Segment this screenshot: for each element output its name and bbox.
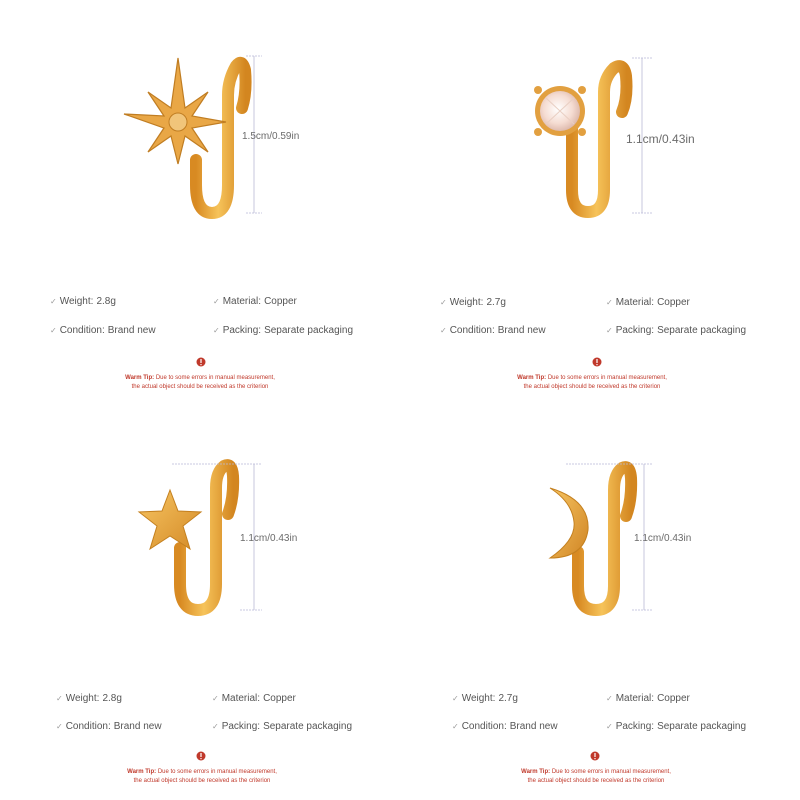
dimension-label: 1.1cm/0.43in [626, 132, 695, 146]
product-panel-moon [400, 400, 800, 800]
moon-nose-clip-image [400, 400, 800, 800]
warning-icon [592, 357, 602, 367]
check-mark-icon: ✓ [213, 297, 220, 306]
spec-weight: ✓ Weight: 2.7g [440, 297, 506, 308]
spec-weight: ✓ Weight: 2.8g [56, 693, 122, 704]
spec-condition: ✓ Condition: Brand new [56, 721, 162, 732]
moon-charm-icon [550, 488, 588, 558]
spec-material: ✓ Material: Copper [212, 693, 296, 704]
spec-packing: ✓ Packing: Separate packaging [213, 325, 354, 336]
spec-material: ✓ Material: Copper [606, 693, 690, 704]
check-mark-icon: ✓ [606, 722, 613, 731]
warning-icon [196, 751, 206, 761]
dimension-label: 1.1cm/0.43in [634, 533, 692, 544]
check-mark-icon: ✓ [212, 722, 219, 731]
warning-icon [590, 751, 600, 761]
crystal-nose-clip-image [400, 0, 800, 400]
check-mark-icon: ✓ [606, 326, 613, 335]
spec-condition: ✓ Condition: Brand new [440, 325, 546, 336]
warm-tip: Warm Tip: Due to some errors in manual measurement, the actual object should be received as the criterion [521, 769, 671, 784]
check-mark-icon: ✓ [606, 298, 613, 307]
dimension-label: 1.1cm/0.43in [240, 533, 298, 544]
starburst-nose-clip-image [0, 0, 400, 400]
check-mark-icon: ✓ [50, 326, 57, 335]
check-mark-icon: ✓ [440, 298, 447, 307]
check-mark-icon: ✓ [606, 694, 613, 703]
dimension-label: 1.5cm/0.59in [242, 131, 300, 142]
spec-packing: ✓ Packing: Separate packaging [212, 721, 353, 732]
spec-weight: ✓ Weight: 2.7g [452, 693, 518, 704]
starburst-charm-icon [124, 58, 226, 164]
warm-tip: Warm Tip: Due to some errors in manual measurement, the actual object should be received as the criterion [127, 769, 277, 784]
star-charm-icon [139, 490, 201, 549]
spec-material: ✓ Material: Copper [606, 297, 690, 308]
crystal-charm-icon [534, 86, 586, 136]
warning-icon [196, 357, 206, 367]
product-panel-crystal [400, 0, 800, 400]
check-mark-icon: ✓ [50, 297, 57, 306]
product-panel-star [0, 400, 400, 800]
spec-packing: ✓ Packing: Separate packaging [606, 325, 747, 336]
spec-condition: ✓ Condition: Brand new [50, 325, 156, 336]
warm-tip: Warm Tip: Due to some errors in manual measurement, the actual object should be received as the criterion [517, 375, 667, 390]
check-mark-icon: ✓ [452, 694, 459, 703]
check-mark-icon: ✓ [56, 722, 63, 731]
check-mark-icon: ✓ [212, 694, 219, 703]
spec-material: ✓ Material: Copper [213, 296, 297, 307]
star-nose-clip-image [0, 400, 400, 800]
spec-packing: ✓ Packing: Separate packaging [606, 721, 747, 732]
check-mark-icon: ✓ [452, 722, 459, 731]
check-mark-icon: ✓ [56, 694, 63, 703]
warm-tip: Warm Tip: Due to some errors in manual measurement, the actual object should be received as the criterion [125, 375, 275, 390]
product-panel-starburst [0, 0, 400, 400]
check-mark-icon: ✓ [213, 326, 220, 335]
spec-weight: ✓ Weight: 2.8g [50, 296, 116, 307]
spec-condition: ✓ Condition: Brand new [452, 721, 558, 732]
check-mark-icon: ✓ [440, 326, 447, 335]
